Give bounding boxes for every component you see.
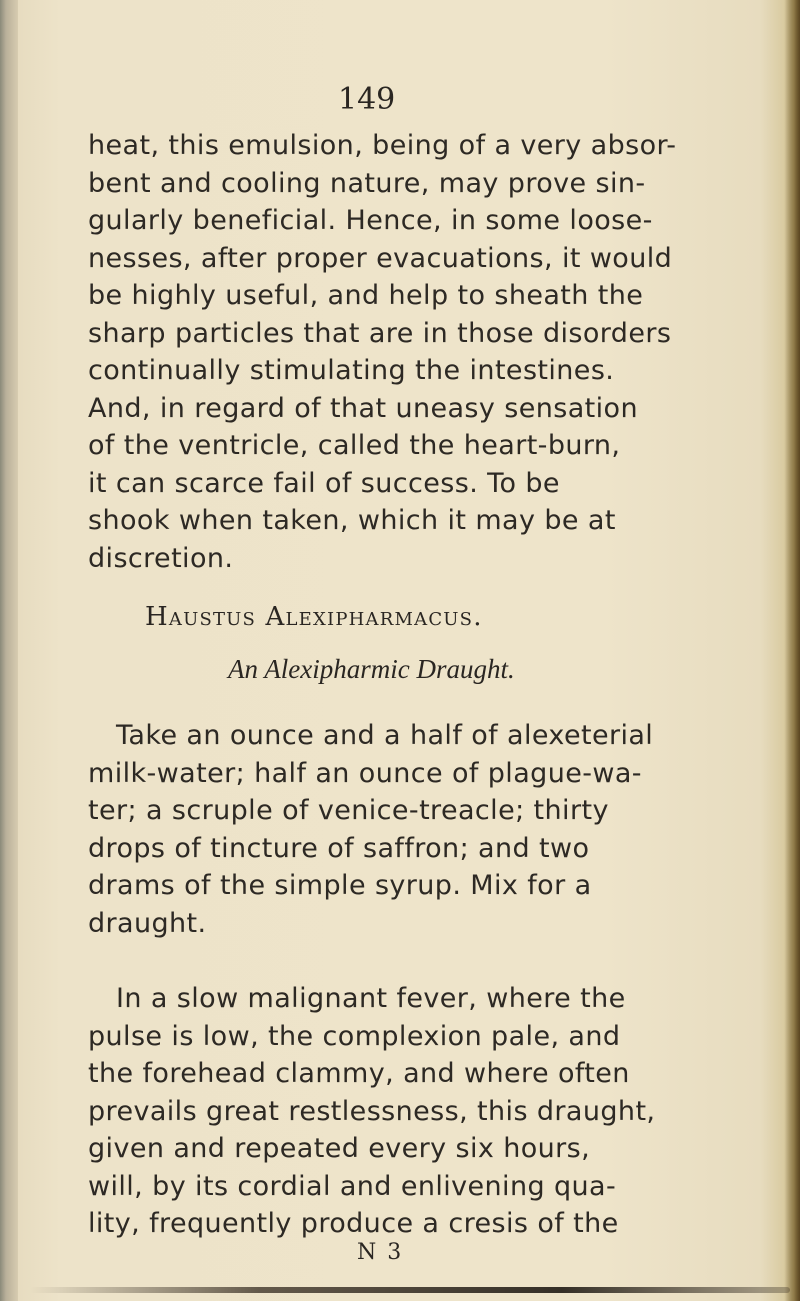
paragraph-1-line-11: shook when taken, which it may be at — [88, 505, 616, 536]
paragraph-3-line-6: will, by its cordial and enlivening qua- — [88, 1170, 617, 1202]
paragraph-1-line-9: of the ventricle, called the heart-burn, — [88, 430, 621, 461]
paragraph-1-line-5: be highly useful, and help to sheath the — [88, 280, 644, 311]
paragraph-3-line-5: given and repeated every six hours, — [88, 1133, 591, 1164]
section-subheading: An Alexipharmic Draught. — [228, 654, 515, 684]
paragraph-1-line-10: it can scarce fail of success. To be — [88, 467, 560, 499]
page-edge-shadow — [784, 0, 800, 1301]
paragraph-3-line-2: pulse is low, the complexion pale, and — [88, 1020, 621, 1052]
paragraph-2-line-1: Take an ounce and a half of alexeterial — [116, 720, 654, 751]
paragraph-3-line-4: prevails great restlessness, this draught, — [88, 1095, 656, 1127]
page-gutter — [0, 0, 18, 1301]
paragraph-1-line-4: nesses, after proper evacuations, it would — [88, 242, 673, 274]
paragraph-2-line-2: milk-water; half an ounce of plague-wa- — [88, 757, 642, 789]
paragraph-1-line-8: And, in regard of that uneasy sensation — [88, 392, 638, 424]
paragraph-3-line-3: the forehead clammy, and where often — [88, 1058, 630, 1089]
signature-mark: N 3 — [357, 1239, 404, 1265]
paragraph-1-line-6: sharp particles that are in those disorders — [88, 317, 672, 349]
paragraph-3-line-1: In a slow malignant fever, where the — [116, 983, 626, 1014]
paragraph-2-line-4: drops of tincture of saffron; and two — [88, 832, 590, 864]
paragraph-1-line-7: continually stimulating the intestines. — [88, 355, 615, 386]
paragraph-2-line-6: draught. — [88, 907, 207, 939]
paragraph-2-line-3: ter; a scruple of venice-treacle; thirty — [88, 795, 609, 826]
paragraph-1-line-2: bent and cooling nature, may prove sin- — [88, 167, 646, 199]
page-bottom-shadow — [30, 1287, 790, 1293]
paragraph-2-line-5: drams of the simple syrup. Mix for a — [88, 870, 592, 901]
section-heading: Haustus Alexipharmacus. — [145, 602, 483, 632]
paragraph-1-line-12: discretion. — [88, 542, 234, 574]
paragraph-1-line-3: gularly beneficial. Hence, in some loose- — [88, 205, 653, 236]
paragraph-3-line-7: lity, frequently produce a cresis of the — [88, 1208, 619, 1239]
page-number: 149 — [338, 82, 396, 117]
paragraph-1-line-1: heat, this emulsion, being of a very absor- — [88, 130, 677, 161]
